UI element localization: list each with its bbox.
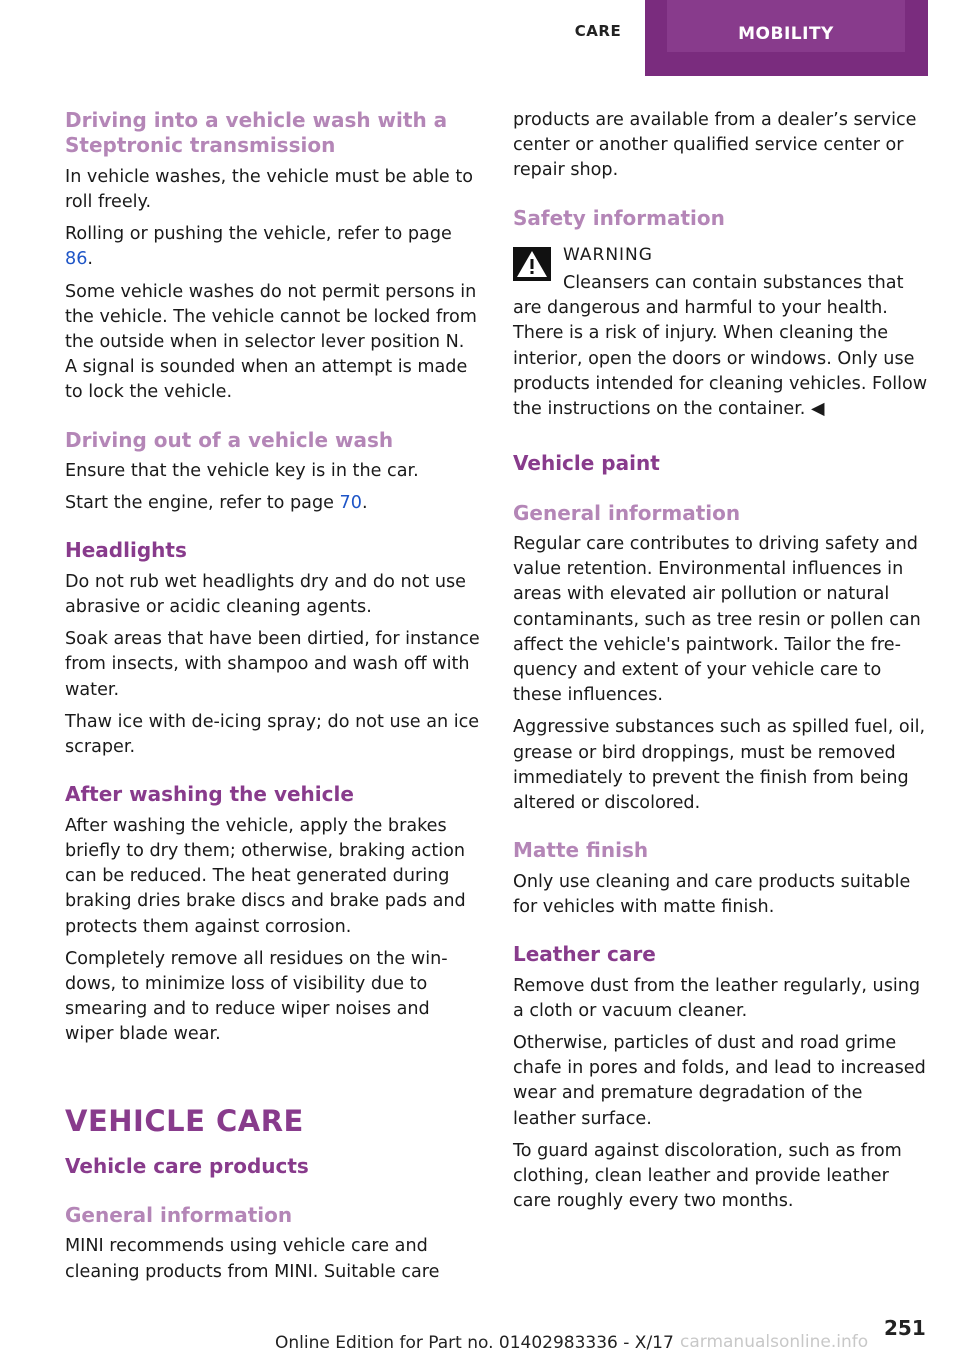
section-title-matte-finish: Matte finish <box>513 838 649 863</box>
section-title-general-information: General information <box>65 1202 293 1227</box>
paragraph: Remove dust from the leather regularly, using a cloth or vacuum cleaner. <box>513 975 921 1021</box>
left-column <box>65 108 481 1292</box>
text: Rolling or pushing the vehicle, refer to page <box>65 224 452 245</box>
section-title-care-products: Vehicle care products <box>65 1153 309 1178</box>
paragraph: Regular care contributes to driving safety and value retention. Environmental influences in areas with elevated air pollution or natural contaminants, such as tree resin or pollen can affect the vehicle's paintwork. Tailor the frequency and extent of your vehicle care to these influences. <box>513 534 921 706</box>
paragraph: Aggressive substances such as spilled fuel, oil, grease or bird droppings, must be removed immediately to prevent the finish from being altered or discolored. <box>513 717 926 814</box>
paragraph: To guard against discoloration, such as from clothing, clean leather and provide leather care roughly every two months. <box>513 1140 902 1212</box>
paragraph: Only use cleaning and care products suitable for vehicles with matte finish. <box>513 871 911 917</box>
paragraph: Thaw ice with de-icing spray; do not use an ice scraper. <box>65 711 480 758</box>
warning-icon <box>513 247 551 281</box>
paragraph: After washing the vehicle, apply the brakes briefly to dry them; otherwise, braking action can be reduced. The heat generated during braking dries brake discs and brake pads and protects them against corrosion. <box>65 815 466 937</box>
paragraph: Ensure that the vehicle key is in the car. <box>65 461 419 482</box>
title-line-1: Driving into a vehicle wash with a <box>65 108 448 132</box>
section-title-driving-out: Driving out of a vehicle wash <box>65 427 394 452</box>
watermark: carmanualsonline.info <box>680 1332 869 1352</box>
paragraph: Some vehicle washes do not permit persons in the vehicle. The vehicle cannot be locked from the outside when in selector lever position N. A signal is sounded when an attempt is made to lock the vehicle. <box>65 281 477 403</box>
paragraph <box>65 491 481 516</box>
tab-mobility[interactable]: MOBILITY <box>667 0 905 52</box>
text: . <box>361 493 368 514</box>
chapter-title: VEHICLE CARE <box>65 1103 304 1138</box>
tab-mobility-frame[interactable] <box>645 0 928 76</box>
edition-note: Online Edition for Part no. 01402983336 - X/17 <box>275 1333 674 1353</box>
warning-box <box>513 243 929 268</box>
right-column <box>513 108 929 1221</box>
paragraph: Otherwise, particles of dust and road grime chafe in pores and folds, and lead to increased wear and premature degradation of the leather surface. <box>513 1032 926 1129</box>
paragraph <box>65 222 481 272</box>
section-title-vehicle-paint: Vehicle paint <box>513 451 660 476</box>
page-link-70[interactable]: 70 <box>339 493 362 514</box>
paragraph: Completely remove all residues on the windows, to minimize loss of visibility due to smearing and to reduce wiper noises and wiper blade wear. <box>65 948 448 1045</box>
warning-text: Cleansers can contain substances that are dangerous and harmful to your health. There is a risk of injury. When cleaning the interior, open the doors or windows. Only use products intended for cleaning vehicles. Follow the instructions on the container. ◀ <box>513 273 928 420</box>
text: . <box>87 249 93 270</box>
title-line-2: Steptronic transmission <box>65 133 336 158</box>
section-title-vehicle-wash-steptronic <box>65 108 481 159</box>
section-title-general-information-paint: General information <box>513 500 741 525</box>
section-title-headlights: Headlights <box>65 538 187 563</box>
tab-care[interactable]: CARE <box>574 22 622 40</box>
section-title-safety: Safety information <box>513 205 725 230</box>
paragraph: Soak areas that have been dirtied, for instance from insects, with shampoo and wash off with water. <box>65 629 480 700</box>
page-link-86[interactable]: 86 <box>65 249 88 270</box>
paragraph: products are available from a dealer’s service center or another qualified service center or repair shop. <box>513 110 917 181</box>
page-number: 251 <box>884 1316 926 1340</box>
warning-label: WARNING <box>563 245 653 266</box>
paragraph: In vehicle washes, the vehicle must be able to roll freely. <box>65 166 474 213</box>
section-title-leather-care: Leather care <box>513 942 656 967</box>
section-title-after-washing: After washing the vehicle <box>65 782 354 807</box>
paragraph: MINI recommends using vehicle care and cleaning products from MINI. Suitable care <box>65 1236 440 1282</box>
text: Start the engine, refer to page <box>65 493 340 514</box>
paragraph: Do not rub wet headlights dry and do not use abrasive or acidic cleaning agents. <box>65 571 467 618</box>
